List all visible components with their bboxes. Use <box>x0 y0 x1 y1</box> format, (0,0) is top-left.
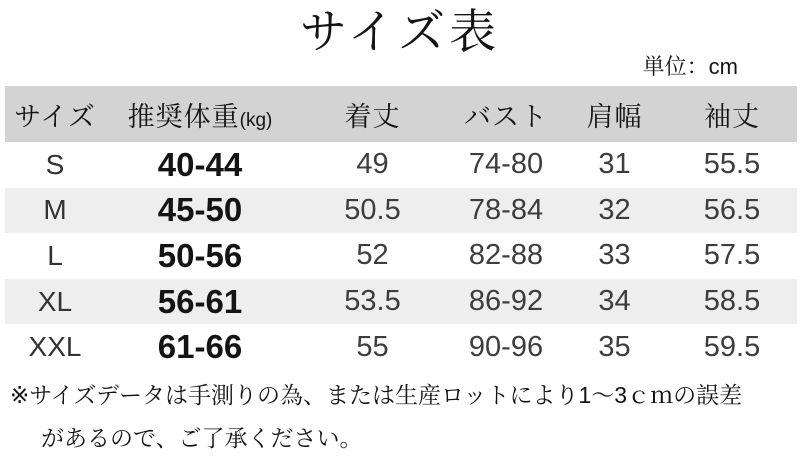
size-value: S <box>45 148 65 180</box>
weight-value: 40-44 <box>157 145 243 183</box>
bust-value: 90-96 <box>468 330 544 363</box>
size-value: XL <box>37 285 73 317</box>
page-title: サイズ表 <box>299 5 501 58</box>
size-table-header-row <box>5 86 797 142</box>
unit-label: 単位：cm <box>642 54 738 79</box>
col-header-weight <box>105 95 295 134</box>
table-row-m <box>5 188 797 234</box>
col-header-size: サイズ <box>14 101 96 132</box>
shoulder-value: 35 <box>598 330 631 363</box>
size-table <box>5 86 797 370</box>
length-value: 50.5 <box>344 193 401 226</box>
col-header-shoulder: 肩幅 <box>586 101 643 132</box>
size-value: XXL <box>28 331 82 363</box>
footnote-line-1: ※サイズデータは手測りの為、または生産ロットにより1～3ｃｍの誤差 <box>10 382 743 408</box>
shoulder-value: 31 <box>598 148 631 181</box>
weight-value: 45-50 <box>157 191 243 229</box>
bust-value: 82-88 <box>468 239 544 272</box>
sleeve-value: 56.5 <box>703 193 761 226</box>
shoulder-value: 32 <box>598 193 631 226</box>
col-header-sleeve: 袖丈 <box>704 101 760 132</box>
sleeve-value: 58.5 <box>703 285 761 318</box>
weight-value: 50-56 <box>157 236 243 274</box>
bust-value: 86-92 <box>468 285 544 318</box>
sleeve-value: 57.5 <box>703 239 761 272</box>
weight-value: 61-66 <box>157 328 243 366</box>
col-header-bust: バスト <box>464 101 548 132</box>
col-header-length: 着丈 <box>344 101 401 132</box>
col-header-weight-unit: (kg) <box>239 109 273 131</box>
table-row-s <box>5 142 797 188</box>
footnote-line-2: があるので、ご了承ください。 <box>41 425 363 451</box>
shoulder-value: 34 <box>598 285 631 318</box>
col-header-weight-label: 推奨体重 <box>127 101 240 132</box>
table-row-l <box>5 233 797 279</box>
table-row-xxl <box>5 324 797 370</box>
bust-value: 78-84 <box>468 193 544 226</box>
size-value: L <box>47 239 63 271</box>
length-value: 53.5 <box>344 285 401 318</box>
table-row-xl <box>5 279 797 325</box>
bust-value: 74-80 <box>468 148 544 181</box>
length-value: 55 <box>356 330 389 363</box>
size-value: M <box>43 194 67 226</box>
sleeve-value: 59.5 <box>703 330 761 363</box>
shoulder-value: 33 <box>598 239 631 272</box>
sleeve-value: 55.5 <box>703 148 761 181</box>
weight-value: 56-61 <box>157 282 243 320</box>
length-value: 49 <box>356 148 389 181</box>
length-value: 52 <box>356 239 389 272</box>
